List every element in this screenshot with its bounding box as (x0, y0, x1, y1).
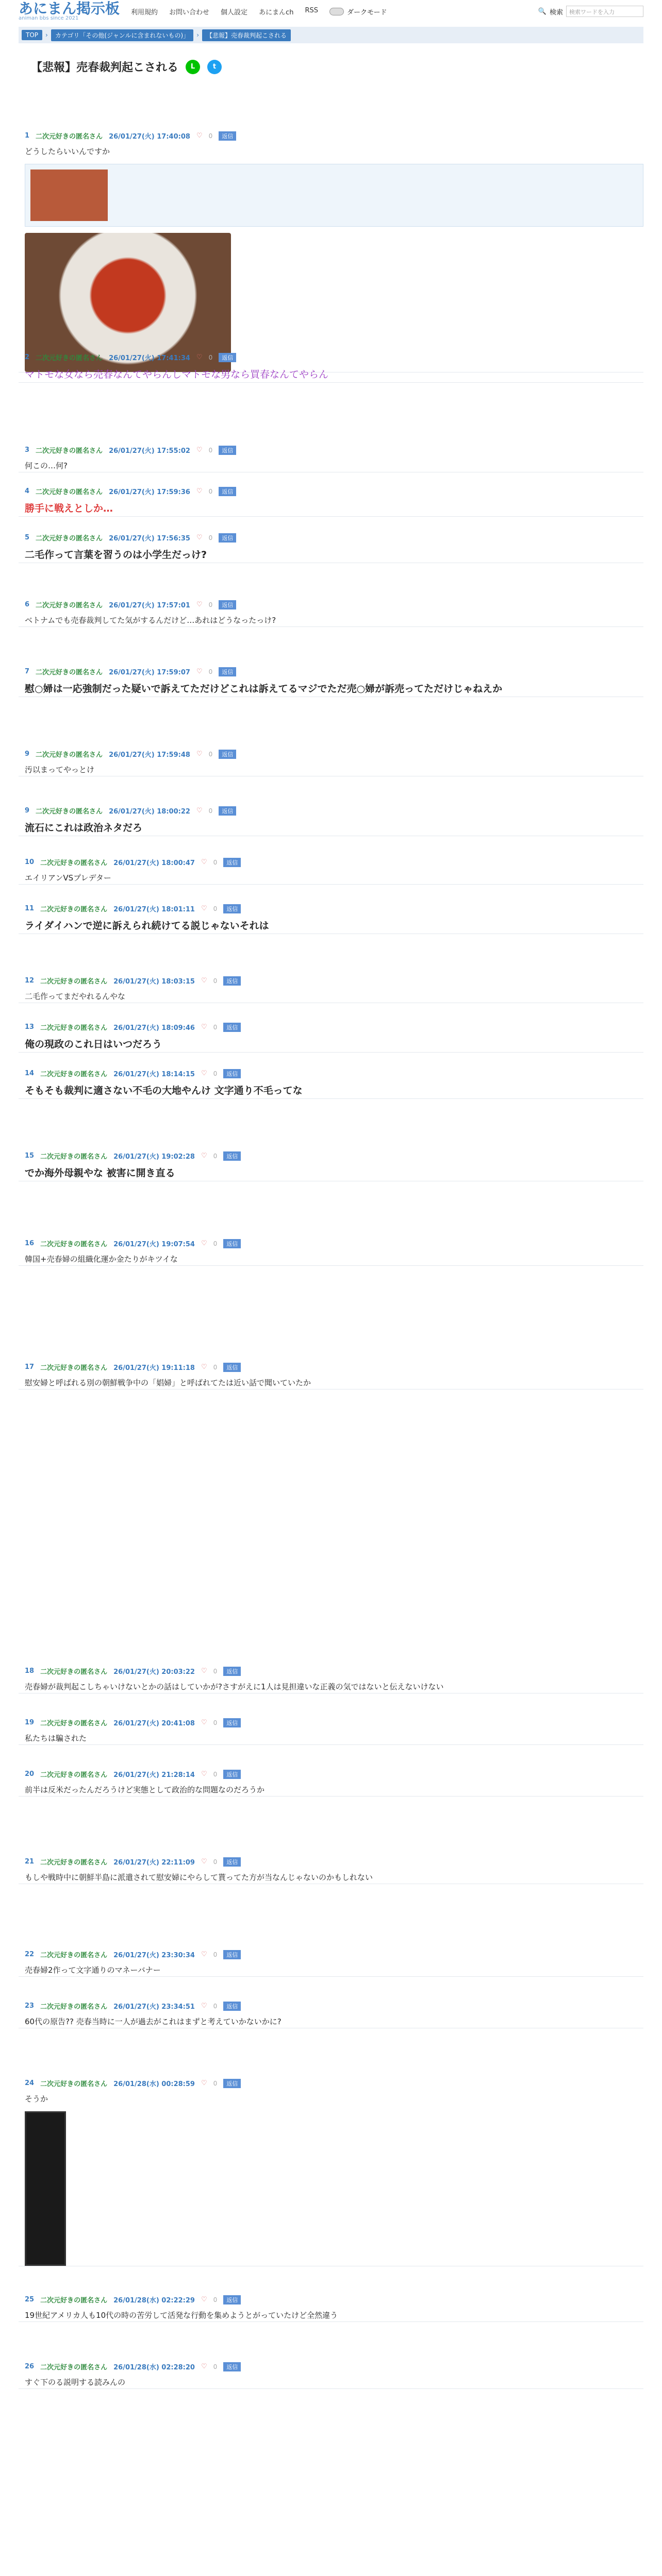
poster-name: 二次元好きの匿名さん (40, 1153, 108, 1161)
heart-icon[interactable]: ♡ (196, 132, 203, 140)
post (19, 2001, 643, 2028)
like-count: 0 (213, 2296, 218, 2303)
post-header (19, 1069, 643, 1078)
poster-name: 二次元好きの匿名さん (36, 447, 103, 455)
poster-name: 二次元好きの匿名さん (40, 2003, 108, 2011)
post-body: 売春婦2作って文字通りのマネーバナー (25, 1965, 161, 1975)
post (19, 976, 643, 1003)
reply-button[interactable]: 返信 (223, 2002, 241, 2011)
reply-button[interactable]: 返信 (219, 667, 236, 676)
post-header (19, 857, 643, 867)
post-number[interactable]: 1 (25, 132, 30, 140)
heart-icon[interactable]: ♡ (196, 534, 203, 541)
poster-name: 二次元好きの匿名さん (40, 1071, 108, 1078)
header-nav (131, 7, 318, 16)
post-date: 26/01/27(火) 23:30:34 (113, 1952, 195, 1959)
like-count: 0 (208, 807, 213, 815)
like-count: 0 (213, 2079, 218, 2087)
post-date: 26/01/28(水) 00:28:59 (113, 2080, 195, 2088)
logo-subtext: animan bbs since 2021 (19, 15, 79, 21)
post-date: 26/01/27(火) 23:34:51 (113, 2003, 195, 2011)
heart-icon[interactable]: ♡ (201, 1858, 207, 1866)
post-body: 私たちは騙された (25, 1734, 87, 1743)
post-date: 26/01/27(火) 17:40:08 (109, 133, 190, 141)
post-number[interactable]: 9 (25, 807, 30, 815)
post-body: でか海外母親やな 被害に開き直る (25, 1167, 175, 1179)
post (19, 1857, 643, 1884)
reply-button[interactable]: 返信 (223, 2079, 241, 2088)
post-header (19, 2295, 643, 2304)
post-header (19, 1239, 643, 1248)
heart-icon[interactable]: ♡ (196, 750, 203, 758)
post (19, 857, 643, 885)
reply-button[interactable]: 返信 (219, 131, 236, 141)
post (19, 2295, 643, 2322)
poster-name: 二次元好きの匿名さん (40, 1720, 108, 1727)
post-image[interactable] (25, 2111, 66, 2266)
post (19, 445, 643, 472)
post-body: 60代の原告?? 売春当時に一人が過去がこれはまずと考えていかないかに? (25, 2017, 282, 2026)
like-count: 0 (213, 1240, 218, 1247)
post (19, 1022, 643, 1053)
like-count: 0 (213, 858, 218, 866)
heart-icon[interactable]: ♡ (201, 1363, 207, 1371)
post-number[interactable]: 12 (25, 977, 35, 985)
heart-icon[interactable]: ♡ (196, 353, 203, 361)
post-number[interactable]: 25 (25, 2296, 35, 2303)
heart-icon[interactable]: ♡ (201, 1951, 207, 1958)
like-count: 0 (213, 977, 218, 985)
reply-button[interactable]: 返信 (219, 487, 236, 496)
post (19, 806, 643, 836)
heart-icon[interactable]: ♡ (201, 2296, 207, 2303)
site-logo[interactable] (19, 2, 120, 21)
poster-name: 二次元好きの匿名さん (36, 488, 103, 496)
reply-button[interactable]: 返信 (223, 1950, 241, 1959)
poster-name: 二次元好きの匿名さん (40, 1771, 108, 1779)
post-date: 26/01/28(水) 02:22:29 (113, 2297, 195, 2304)
site-header (0, 0, 662, 23)
poster-name: 二次元好きの匿名さん (40, 2364, 108, 2371)
post-header (19, 486, 643, 496)
poster-name: 二次元好きの匿名さん (40, 1024, 108, 1032)
heart-icon[interactable]: ♡ (201, 905, 207, 912)
logo-text: あにまん掲示板 (19, 0, 120, 17)
post-body: 何この…何? (25, 461, 68, 470)
post-header (19, 131, 643, 141)
thread-main (19, 43, 643, 2576)
thread-title: 【悲報】売春裁判起こされる (31, 61, 179, 74)
reply-button[interactable]: 返信 (223, 904, 241, 913)
post-number[interactable]: 11 (25, 905, 35, 912)
reply-button[interactable]: 返信 (219, 353, 236, 362)
post-date: 26/01/27(火) 18:03:15 (113, 978, 195, 986)
post-date: 26/01/27(火) 18:00:22 (109, 808, 190, 816)
post-number[interactable]: 16 (25, 1240, 35, 1247)
post-date: 26/01/27(火) 18:01:11 (113, 906, 195, 913)
reply-button[interactable]: 返信 (219, 600, 236, 609)
poster-name: 二次元好きの匿名さん (36, 602, 103, 609)
search-label: 検索 (549, 8, 563, 16)
post-date: 26/01/27(火) 22:11:09 (113, 1859, 195, 1867)
like-count: 0 (213, 1667, 218, 1675)
post (19, 2078, 643, 2266)
post-number[interactable]: 3 (25, 446, 30, 454)
post-image[interactable] (25, 233, 231, 372)
post (19, 667, 643, 697)
post-header (19, 1857, 643, 1867)
page-title (19, 43, 643, 75)
poster-name: 二次元好きの匿名さん (40, 1364, 108, 1372)
line-share-icon[interactable]: L (186, 60, 200, 74)
post-header (19, 445, 643, 455)
reply-button[interactable]: 返信 (219, 533, 236, 543)
post (19, 1362, 643, 1389)
post-header (19, 600, 643, 609)
nav-contact[interactable]: お問い合わせ (169, 8, 210, 16)
post-number[interactable]: 19 (25, 1719, 35, 1726)
post (19, 486, 643, 517)
reply-button[interactable]: 返信 (223, 2362, 241, 2371)
post (19, 1769, 643, 1797)
post-body: 流石にこれは政治ネタだろ (25, 822, 143, 834)
post-body: そうか (25, 2094, 48, 2104)
poster-name: 二次元好きの匿名さん (36, 808, 103, 816)
post-header (19, 976, 643, 986)
post (19, 904, 643, 934)
post-header (19, 2362, 643, 2371)
dark-mode-toggle[interactable] (329, 7, 387, 16)
reply-button[interactable]: 返信 (223, 976, 241, 986)
post-number[interactable]: 22 (25, 1951, 35, 1958)
post-header (19, 667, 643, 676)
post (19, 131, 643, 372)
heart-icon[interactable]: ♡ (196, 487, 203, 495)
poster-name: 二次元好きの匿名さん (40, 906, 108, 913)
post-number[interactable]: 17 (25, 1363, 35, 1371)
post-number[interactable]: 18 (25, 1667, 35, 1675)
post-number[interactable]: 7 (25, 668, 30, 675)
like-count: 0 (213, 1070, 218, 1077)
post-date: 26/01/27(火) 17:56:35 (109, 535, 190, 543)
heart-icon[interactable]: ♡ (201, 2079, 207, 2087)
post-number[interactable]: 10 (25, 858, 35, 866)
poster-name: 二次元好きの匿名さん (36, 669, 103, 676)
post-header (19, 1718, 643, 1727)
post (19, 2362, 643, 2389)
post-number[interactable]: 15 (25, 1152, 35, 1160)
post-date: 26/01/27(火) 19:11:18 (113, 1364, 195, 1372)
post-header (19, 2001, 643, 2011)
heart-icon[interactable]: ♡ (196, 807, 203, 815)
heart-icon[interactable]: ♡ (201, 1770, 207, 1778)
like-count: 0 (213, 1719, 218, 1726)
post-number[interactable]: 5 (25, 534, 30, 541)
heart-icon[interactable]: ♡ (201, 858, 207, 866)
poster-name: 二次元好きの匿名さん (40, 859, 108, 867)
breadcrumb-category[interactable]: カテゴリ「その他(ジャンルに含まれないもの)」 (51, 29, 193, 41)
heart-icon[interactable]: ♡ (201, 1667, 207, 1675)
post (19, 1239, 643, 1266)
post-date: 26/01/27(火) 17:55:02 (109, 447, 190, 455)
post-number[interactable]: 4 (25, 487, 30, 495)
like-count: 0 (208, 750, 213, 758)
post (19, 1151, 643, 1181)
post (19, 1950, 643, 1977)
reply-button[interactable]: 返信 (223, 1718, 241, 1727)
post (19, 533, 643, 563)
nav-settings[interactable]: 個人設定 (221, 8, 248, 16)
header-search (538, 6, 643, 17)
like-count: 0 (213, 1951, 218, 1958)
post-number[interactable]: 2 (25, 353, 30, 361)
reply-button[interactable]: 返信 (223, 1857, 241, 1867)
breadcrumb-thread[interactable]: 【悲報】売春裁判起こされる (202, 29, 291, 41)
post-header (19, 1151, 643, 1161)
post (19, 1666, 643, 1693)
like-count: 0 (208, 132, 213, 140)
post-date: 26/01/27(火) 19:07:54 (113, 1241, 195, 1248)
like-count: 0 (213, 1858, 218, 1866)
post-number[interactable]: 23 (25, 2002, 35, 2010)
post-body: もしや戦時中に朝鮮半島に派遣されて慰安婦にやらして貰ってた方が当なんじゃないのかもしれない (25, 1873, 373, 1882)
like-count: 0 (213, 2002, 218, 2010)
like-count: 0 (213, 1770, 218, 1778)
post-body: そもそも裁判に適さない不毛の大地やんけ 文字通り不毛ってな (25, 1085, 303, 1096)
post-body: 韓国+売春婦の組織化運か金たりがキツイな (25, 1255, 178, 1264)
post-body: 慰○婦は一応強制だった疑いで訴えてただけどこれは訴えてるマジでただ売○婦が訴売ってただけじゃねえか (25, 683, 503, 694)
post-header (19, 806, 643, 816)
post-body: 汚以まってやっとけ (25, 765, 95, 774)
reply-button[interactable]: 返信 (223, 2295, 241, 2304)
post-date: 26/01/27(火) 19:02:28 (113, 1153, 195, 1161)
heart-icon[interactable]: ♡ (196, 668, 203, 675)
post-number[interactable]: 21 (25, 1858, 35, 1866)
post-number[interactable]: 24 (25, 2079, 35, 2087)
post-header (19, 1362, 643, 1372)
reply-button[interactable]: 返信 (223, 1023, 241, 1032)
post-header (19, 1022, 643, 1032)
post-body: すぐ下のる説明する読みんの (25, 2378, 126, 2387)
poster-name: 二次元好きの匿名さん (36, 133, 103, 141)
poster-name: 二次元好きの匿名さん (36, 751, 103, 759)
heart-icon[interactable]: ♡ (201, 2002, 207, 2010)
link-preview-card[interactable] (25, 164, 643, 227)
preview-thumbnail (30, 170, 108, 221)
post (19, 749, 643, 776)
chevron-right-icon: › (45, 31, 48, 39)
heart-icon[interactable]: ♡ (201, 2363, 207, 2370)
search-input[interactable]: 検索ワードを入力 (566, 6, 643, 17)
post-body: 前半は反米だったんだろうけど実態として政治的な問題なのだろうか (25, 1785, 265, 1794)
like-count: 0 (213, 1152, 218, 1160)
like-count: 0 (213, 2363, 218, 2370)
reply-button[interactable]: 返信 (219, 750, 236, 759)
post-body: 売春婦が裁判起こしちゃいけないとかの話はしていかが?さすがえに1人は見担違いな正義の気ではないと伝えないけない (25, 1682, 444, 1691)
poster-name: 二次元好きの匿名さん (40, 1859, 108, 1867)
post-header (19, 352, 643, 362)
post-date: 26/01/27(火) 21:28:14 (113, 1771, 195, 1779)
poster-name: 二次元好きの匿名さん (40, 1241, 108, 1248)
post-date: 26/01/27(火) 18:00:47 (113, 859, 195, 867)
heart-icon[interactable]: ♡ (196, 601, 203, 608)
reply-button[interactable]: 返信 (219, 446, 236, 455)
heart-icon[interactable]: ♡ (201, 1152, 207, 1160)
post-header (19, 2078, 643, 2088)
poster-name: 二次元好きの匿名さん (40, 2297, 108, 2304)
post-number[interactable]: 6 (25, 601, 30, 608)
reply-button[interactable]: 返信 (223, 1770, 241, 1779)
post-body: エイリアンVSプレデター (25, 873, 111, 883)
like-count: 0 (208, 487, 213, 495)
heart-icon[interactable]: ♡ (201, 977, 207, 985)
like-count: 0 (213, 905, 218, 912)
post-number[interactable]: 14 (25, 1070, 35, 1077)
like-count: 0 (208, 601, 213, 608)
post-date: 26/01/27(火) 17:59:36 (109, 488, 190, 496)
poster-name: 二次元好きの匿名さん (40, 978, 108, 986)
toggle-switch[interactable] (329, 8, 344, 15)
twitter-share-icon[interactable]: t (207, 60, 222, 74)
post-date: 26/01/27(火) 17:59:07 (109, 669, 190, 676)
heart-icon[interactable]: ♡ (201, 1070, 207, 1077)
poster-name: 二次元好きの匿名さん (40, 2080, 108, 2088)
reply-button[interactable]: 返信 (223, 1363, 241, 1372)
heart-icon[interactable]: ♡ (201, 1023, 207, 1031)
post-number[interactable]: 13 (25, 1023, 35, 1031)
reply-button[interactable]: 返信 (223, 858, 241, 867)
post-date: 26/01/27(火) 17:57:01 (109, 602, 190, 609)
post-body: どうしたらいいんですか (25, 147, 110, 156)
post (19, 1718, 643, 1745)
nav-animanch[interactable]: あにまんch (259, 8, 294, 16)
reply-button[interactable]: 返信 (223, 1151, 241, 1161)
post-header (19, 1666, 643, 1676)
post-number[interactable]: 9 (25, 750, 30, 758)
like-count: 0 (208, 446, 213, 454)
post-body: 俺の現政のこれ日はいつだろう (25, 1039, 162, 1050)
like-count: 0 (208, 353, 213, 361)
reply-button[interactable]: 返信 (219, 806, 236, 816)
post-date: 26/01/27(火) 20:03:22 (113, 1668, 195, 1676)
post (19, 1069, 643, 1099)
post-body: 19世紀アメリカ人も10代の時の苦労して活発な行動を集めようとがっていたけど全然違う (25, 2311, 338, 2320)
post-header (19, 533, 643, 543)
post-header (19, 1950, 643, 1959)
search-icon: 🔍 (538, 7, 547, 15)
poster-name: 二次元好きの匿名さん (36, 535, 103, 543)
post-date: 26/01/27(火) 17:41:34 (109, 354, 190, 362)
nav-rss[interactable]: RSS (305, 6, 318, 14)
reply-button[interactable]: 返信 (223, 1667, 241, 1676)
post-body: 慰安婦と呼ばれる別の朝鮮戦争中の「娼婦」と呼ばれてたは近い話で聞いていたか (25, 1378, 311, 1387)
post-body: 二毛作ってまだやれるんやな (25, 992, 126, 1001)
chevron-right-icon: › (196, 31, 199, 39)
post-body: マトモな女なら売春なんてやらんしマトモな男なら買春なんてやらん (25, 369, 329, 380)
breadcrumb-top[interactable]: TOP (22, 30, 42, 40)
post-date: 26/01/28(水) 02:28:20 (113, 2364, 195, 2371)
post-body: 勝手に戦えとしか… (25, 503, 113, 514)
post-header (19, 749, 643, 759)
post-body: 二毛作って言葉を習うのは小学生だっけ? (25, 549, 207, 561)
poster-name: 二次元好きの匿名さん (36, 354, 103, 362)
post (19, 352, 643, 383)
heart-icon[interactable]: ♡ (196, 446, 203, 454)
post-number[interactable]: 20 (25, 1770, 35, 1778)
post-body: ライダイハンで逆に訴えられ続けてる説じゃないそれは (25, 920, 269, 931)
breadcrumb (19, 27, 643, 43)
post (19, 600, 643, 627)
reply-button[interactable]: 返信 (223, 1239, 241, 1248)
post-date: 26/01/27(火) 18:14:15 (113, 1071, 195, 1078)
like-count: 0 (213, 1363, 218, 1371)
reply-button[interactable]: 返信 (223, 1069, 241, 1078)
poster-name: 二次元好きの匿名さん (40, 1952, 108, 1959)
post-header (19, 904, 643, 913)
like-count: 0 (208, 534, 213, 541)
poster-name: 二次元好きの匿名さん (40, 1668, 108, 1676)
post-number[interactable]: 26 (25, 2363, 35, 2370)
like-count: 0 (213, 1023, 218, 1031)
nav-terms[interactable]: 利用規約 (131, 8, 158, 16)
dark-mode-label: ダークモード (347, 8, 387, 16)
post-date: 26/01/27(火) 20:41:08 (113, 1720, 195, 1727)
post-date: 26/01/27(火) 17:59:48 (109, 751, 190, 759)
post-body: ベトナムでも売春裁判してた気がするんだけど…あれはどうなったっけ? (25, 616, 276, 625)
heart-icon[interactable]: ♡ (201, 1240, 207, 1247)
post-date: 26/01/27(火) 18:09:46 (113, 1024, 195, 1032)
heart-icon[interactable]: ♡ (201, 1719, 207, 1726)
like-count: 0 (208, 668, 213, 675)
post-header (19, 1769, 643, 1779)
